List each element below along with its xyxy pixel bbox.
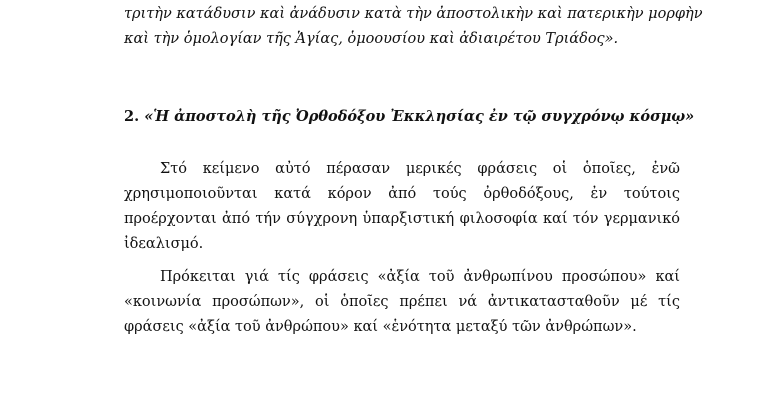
- intro-quote: [124, 2, 703, 52]
- section-title: «Ἡ ἀποστολὴ τῆς Ὀρθοδόξου Ἐκκλησίας ἐν τῷ συγχρόνῳ κόσμῳ»: [144, 108, 695, 125]
- intro-line-2: καὶ τὴν ὁμολογίαν τῆς Ἁγίας, ὁμοουσίου καὶ ἀδιαιρέτου Τριάδος».: [124, 31, 619, 47]
- intro-line-1: τριτὴν κατάδυσιν καὶ ἀνάδυσιν κατὰ τὴν ἀποστολικὴν καὶ πατερικὴν μορφὴν: [124, 6, 703, 22]
- section-number: 2.: [124, 108, 145, 125]
- body-text: [124, 157, 680, 340]
- section-heading: [124, 104, 724, 129]
- paragraph-1: Στό κείμενο αὐτό πέρασαν μερικές φράσεις οἱ ὁποῖες, ἐνῶ χρησιμοποιοῦνται κατά κόρον ἀπό τούς ὀρθοδόξους, ἐν τούτοις προέρχονται ἀπό τήν σύγχρονη ὑπαρξιστική φιλοσοφία καί τόν γερμανικό ἰδεαλισμό.: [124, 161, 680, 252]
- paragraph-2: Πρόκειται γιά τίς φράσεις «ἀξία τοῦ ἀνθρωπίνου προσώπου» καί «κοινωνία προσώπων», οἱ ὁποῖες πρέπει νά ἀντικατασταθοῦν μέ τίς φράσεις «ἀξία τοῦ ἀνθρώπου» καί «ἑνότητα μεταξύ τῶν ἀνθρώπων».: [124, 269, 680, 335]
